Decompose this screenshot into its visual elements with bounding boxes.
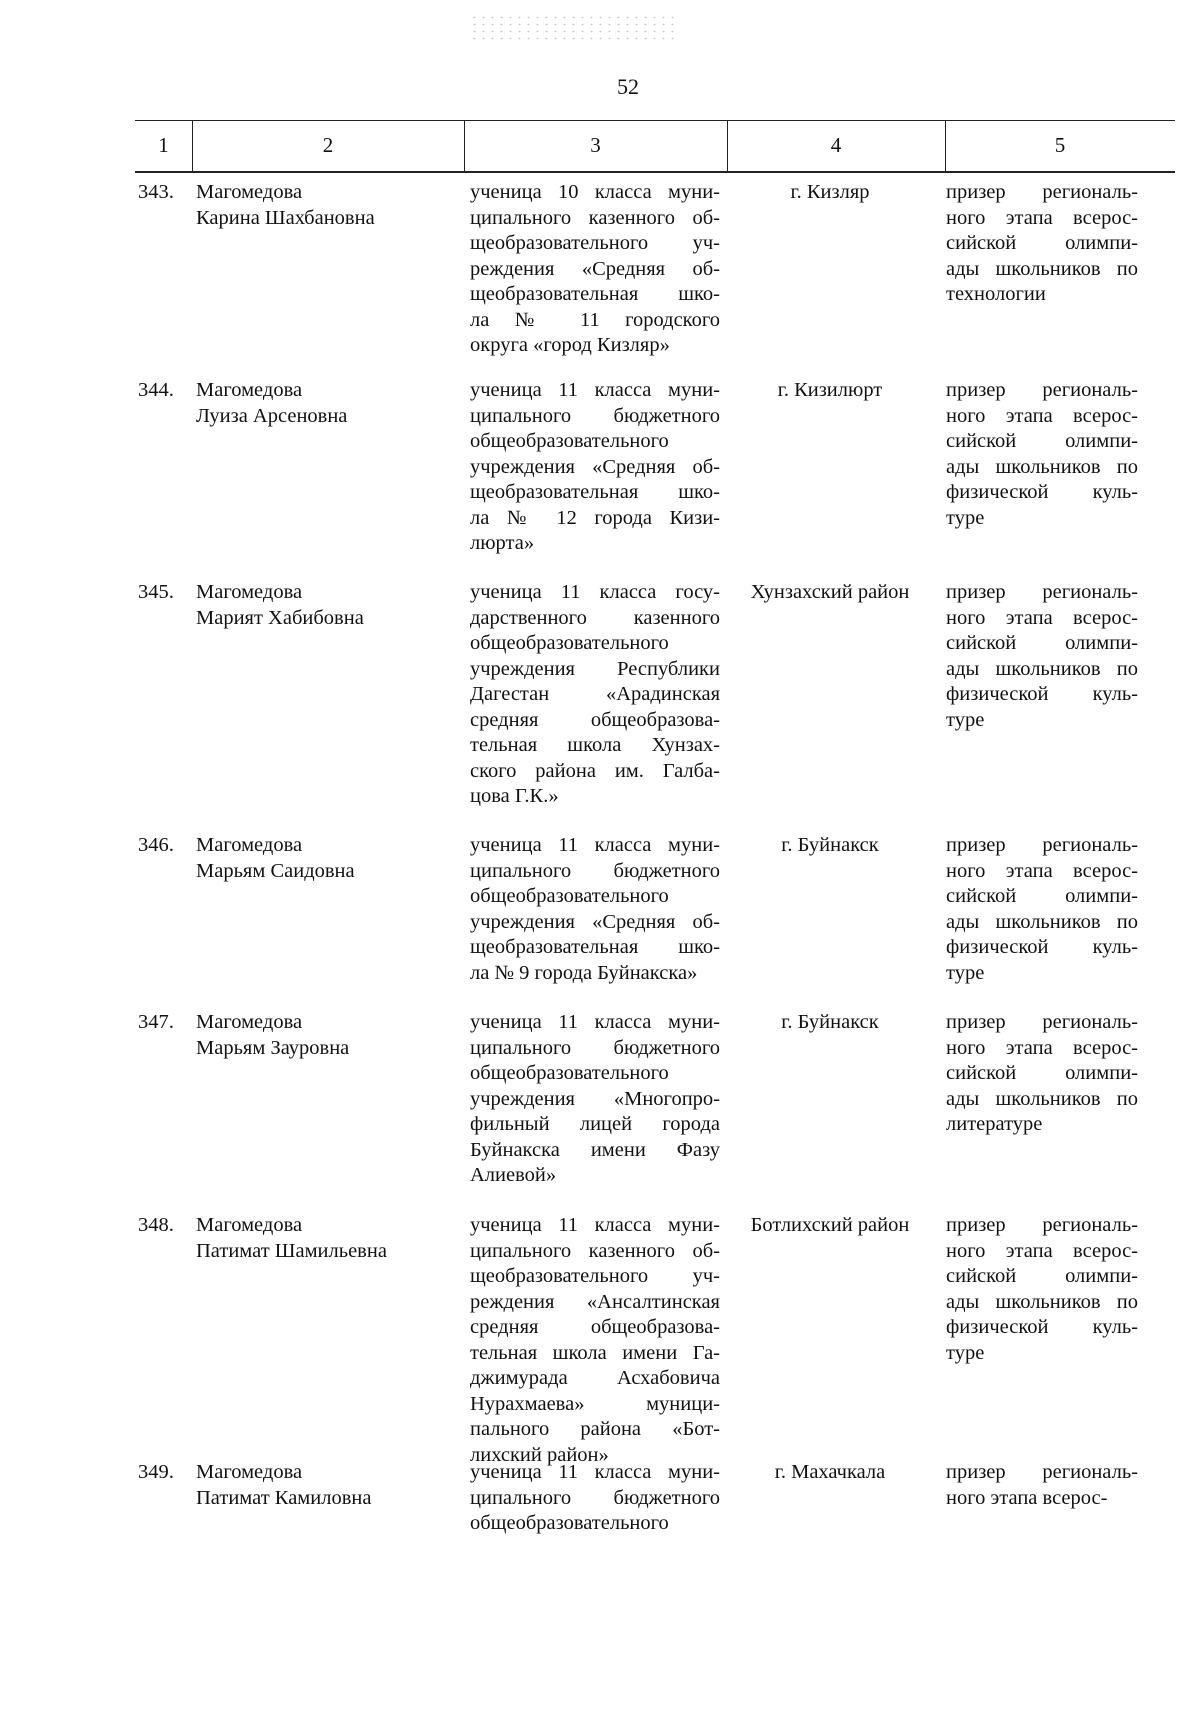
school-description — [470, 833, 720, 986]
result-line: туре — [946, 708, 985, 731]
result-line: физической куль- — [946, 936, 1138, 958]
result-line: физической куль- — [946, 683, 1138, 705]
column-header-3: 3 — [590, 133, 601, 157]
name-line: Магомедова — [196, 1011, 303, 1033]
person-name — [196, 180, 446, 231]
school-description — [470, 1213, 720, 1468]
school-line: Буйнакска имени Фазу — [470, 1138, 720, 1161]
region: г. Буйнакск — [781, 834, 879, 856]
column-header-2: 2 — [322, 133, 334, 157]
result-line: туре — [946, 506, 985, 529]
name-line: Магомедова — [196, 379, 303, 401]
school-line: ципального казенного об- — [470, 206, 720, 229]
row-number: 349. — [138, 1461, 174, 1483]
result-line: призер региональ- — [946, 1011, 1138, 1033]
name-line: Магомедова — [196, 181, 303, 203]
region: г. Кизилюрт — [777, 379, 883, 401]
result-line: призер региональ- — [946, 581, 1138, 603]
school-line: ученица 11 класса муни- — [470, 1461, 720, 1483]
school-line: Алиевой» — [470, 1164, 557, 1186]
column-header-4: 4 — [830, 133, 842, 157]
school-description — [470, 1010, 720, 1189]
result-line: ады школьников по — [946, 257, 1138, 280]
school-line: ципального бюджетного — [470, 404, 720, 427]
region: Хунзахский район — [750, 581, 910, 603]
school-line: ципального бюджетного — [470, 859, 720, 882]
school-line: щеобразовательная шко- — [470, 936, 720, 958]
result-line: ного этапа всерос- — [946, 404, 1138, 427]
olympiad-result — [946, 180, 1138, 308]
result-line: ады школьников по — [946, 910, 1138, 933]
result-line: призер региональ- — [946, 1461, 1138, 1483]
row-number: 344. — [138, 379, 174, 401]
scan-artifact — [470, 14, 680, 42]
name-line: Магомедова — [196, 834, 303, 856]
person-name — [196, 1213, 446, 1264]
region: г. Буйнакск — [781, 1011, 879, 1033]
result-line: ного этапа всерос- — [946, 206, 1138, 229]
result-line: ного этапа всерос- — [946, 1486, 1108, 1509]
row-number: 346. — [138, 834, 174, 856]
row-number: 345. — [138, 581, 174, 603]
result-line: ады школьников по — [946, 1290, 1138, 1313]
result-line: ады школьников по — [946, 1087, 1138, 1110]
school-line: ученица 11 класса муни- — [470, 1011, 720, 1033]
school-line: ла № 9 города Буйнакска» — [470, 961, 698, 984]
school-line: округа «город Кизляр» — [470, 334, 670, 356]
olympiad-result — [946, 1010, 1138, 1138]
school-line: Нурахмаева» муници- — [470, 1392, 720, 1415]
result-line: призер региональ- — [946, 834, 1138, 856]
row-number: 348. — [138, 1214, 174, 1236]
school-line: ученица 11 класса муни- — [470, 1214, 720, 1236]
olympiad-result — [946, 1460, 1138, 1511]
result-line: физической куль- — [946, 481, 1138, 503]
result-line: призер региональ- — [946, 181, 1138, 203]
person-name — [196, 833, 446, 884]
result-line: сийской олимпи- — [946, 232, 1138, 254]
school-line: учреждения «Средняя об- — [470, 455, 720, 478]
page-number: 52 — [617, 74, 639, 99]
table-header — [135, 120, 1175, 173]
name-line: Луиза Арсеновна — [196, 404, 348, 427]
school-line: средняя общеобразова- — [470, 708, 720, 731]
result-line: призер региональ- — [946, 379, 1138, 401]
school-line: учреждения «Многопро- — [470, 1087, 720, 1110]
result-line: сийской олимпи- — [946, 430, 1138, 452]
school-line: ципального казенного об- — [470, 1239, 720, 1262]
olympiad-result — [946, 1213, 1138, 1366]
result-line: ады школьников по — [946, 455, 1138, 478]
result-line: физической куль- — [946, 1316, 1138, 1338]
person-name — [196, 1010, 446, 1061]
school-line: щеобразовательного уч- — [470, 232, 720, 254]
name-line: Марьям Саидовна — [196, 859, 355, 882]
region: г. Кизляр — [790, 181, 870, 203]
school-line: цова Г.К.» — [470, 785, 559, 807]
school-line: ципального бюджетного — [470, 1036, 720, 1059]
column-header-1: 1 — [158, 133, 169, 157]
name-line: Магомедова — [196, 581, 303, 603]
row-number: 343. — [138, 181, 174, 203]
person-name — [196, 580, 446, 631]
person-name — [196, 378, 446, 429]
name-line: Патимат Шамильевна — [196, 1239, 387, 1262]
school-line: щеобразовательная шко- — [470, 283, 720, 305]
school-line: ципального бюджетного — [470, 1486, 720, 1509]
school-line: ского района им. Галба- — [470, 759, 720, 782]
school-line: лихский район» — [470, 1443, 609, 1466]
school-description — [470, 1460, 720, 1537]
result-line: литературе — [946, 1113, 1043, 1135]
school-line: пального района «Бот- — [470, 1418, 720, 1440]
school-line: тельная школа имени Га- — [470, 1341, 720, 1364]
column-header-5: 5 — [1054, 133, 1066, 157]
school-line: ученица 11 класса муни- — [470, 834, 720, 856]
result-line: туре — [946, 961, 985, 984]
school-line: дарственного казенного — [470, 606, 720, 629]
school-line: ученица 11 класса муни- — [470, 379, 720, 401]
school-line: реждения «Ансалтинская — [470, 1290, 720, 1313]
school-line: общеобразовательного — [470, 885, 669, 907]
school-line: ученица 11 класса госу- — [470, 581, 720, 603]
school-line: щеобразовательная шко- — [470, 481, 720, 503]
result-line: ного этапа всерос- — [946, 606, 1138, 629]
person-name — [196, 1460, 446, 1511]
result-line: сийской олимпи- — [946, 632, 1138, 654]
school-line: общеобразовательного — [470, 1062, 669, 1084]
school-line: средняя общеобразова- — [470, 1316, 720, 1338]
result-line: ного этапа всерос- — [946, 859, 1138, 882]
school-line: джимурада Асхабовича — [470, 1367, 720, 1389]
school-line: общеобразовательного — [470, 632, 669, 654]
olympiad-result — [946, 580, 1138, 733]
school-line: тельная школа Хунзах- — [470, 734, 720, 756]
school-line: щеобразовательного уч- — [470, 1265, 720, 1287]
school-line: общеобразовательного — [470, 430, 669, 452]
result-line: туре — [946, 1341, 985, 1364]
name-line: Патимат Камиловна — [196, 1486, 372, 1509]
result-line: сийской олимпи- — [946, 1062, 1138, 1084]
result-line: сийской олимпи- — [946, 1265, 1138, 1287]
school-line: учреждения «Средняя об- — [470, 910, 720, 933]
school-line: ла № 11 городского — [470, 308, 720, 331]
result-line: ного этапа всерос- — [946, 1036, 1138, 1059]
result-line: технологии — [946, 283, 1046, 305]
school-description — [470, 378, 720, 557]
school-line: Дагестан «Арадинская — [470, 683, 720, 705]
name-line: Марьям Зауровна — [196, 1036, 350, 1059]
name-line: Магомедова — [196, 1214, 303, 1236]
result-line: сийской олимпи- — [946, 885, 1138, 907]
olympiad-result — [946, 378, 1138, 531]
school-line: общеобразовательного — [470, 1512, 669, 1534]
result-line: призер региональ- — [946, 1214, 1138, 1236]
region: Ботлихский район — [750, 1214, 910, 1236]
row-number: 347. — [138, 1011, 174, 1033]
result-line: ады школьников по — [946, 657, 1138, 680]
school-line: учреждения Республики — [470, 657, 720, 680]
school-line: люрта» — [470, 532, 535, 554]
school-description — [470, 180, 720, 359]
school-description — [470, 580, 720, 810]
name-line: Карина Шахбановна — [196, 206, 375, 229]
olympiad-result — [946, 833, 1138, 986]
name-line: Марият Хабибовна — [196, 606, 364, 629]
name-line: Магомедова — [196, 1461, 303, 1483]
school-line: ла № 12 города Кизи- — [470, 506, 720, 529]
school-line: реждения «Средняя об- — [470, 257, 720, 280]
school-line: фильный лицей города — [470, 1113, 720, 1135]
region: г. Махачкала — [774, 1461, 886, 1483]
result-line: ного этапа всерос- — [946, 1239, 1138, 1262]
school-line: ученица 10 класса муни- — [470, 181, 720, 203]
